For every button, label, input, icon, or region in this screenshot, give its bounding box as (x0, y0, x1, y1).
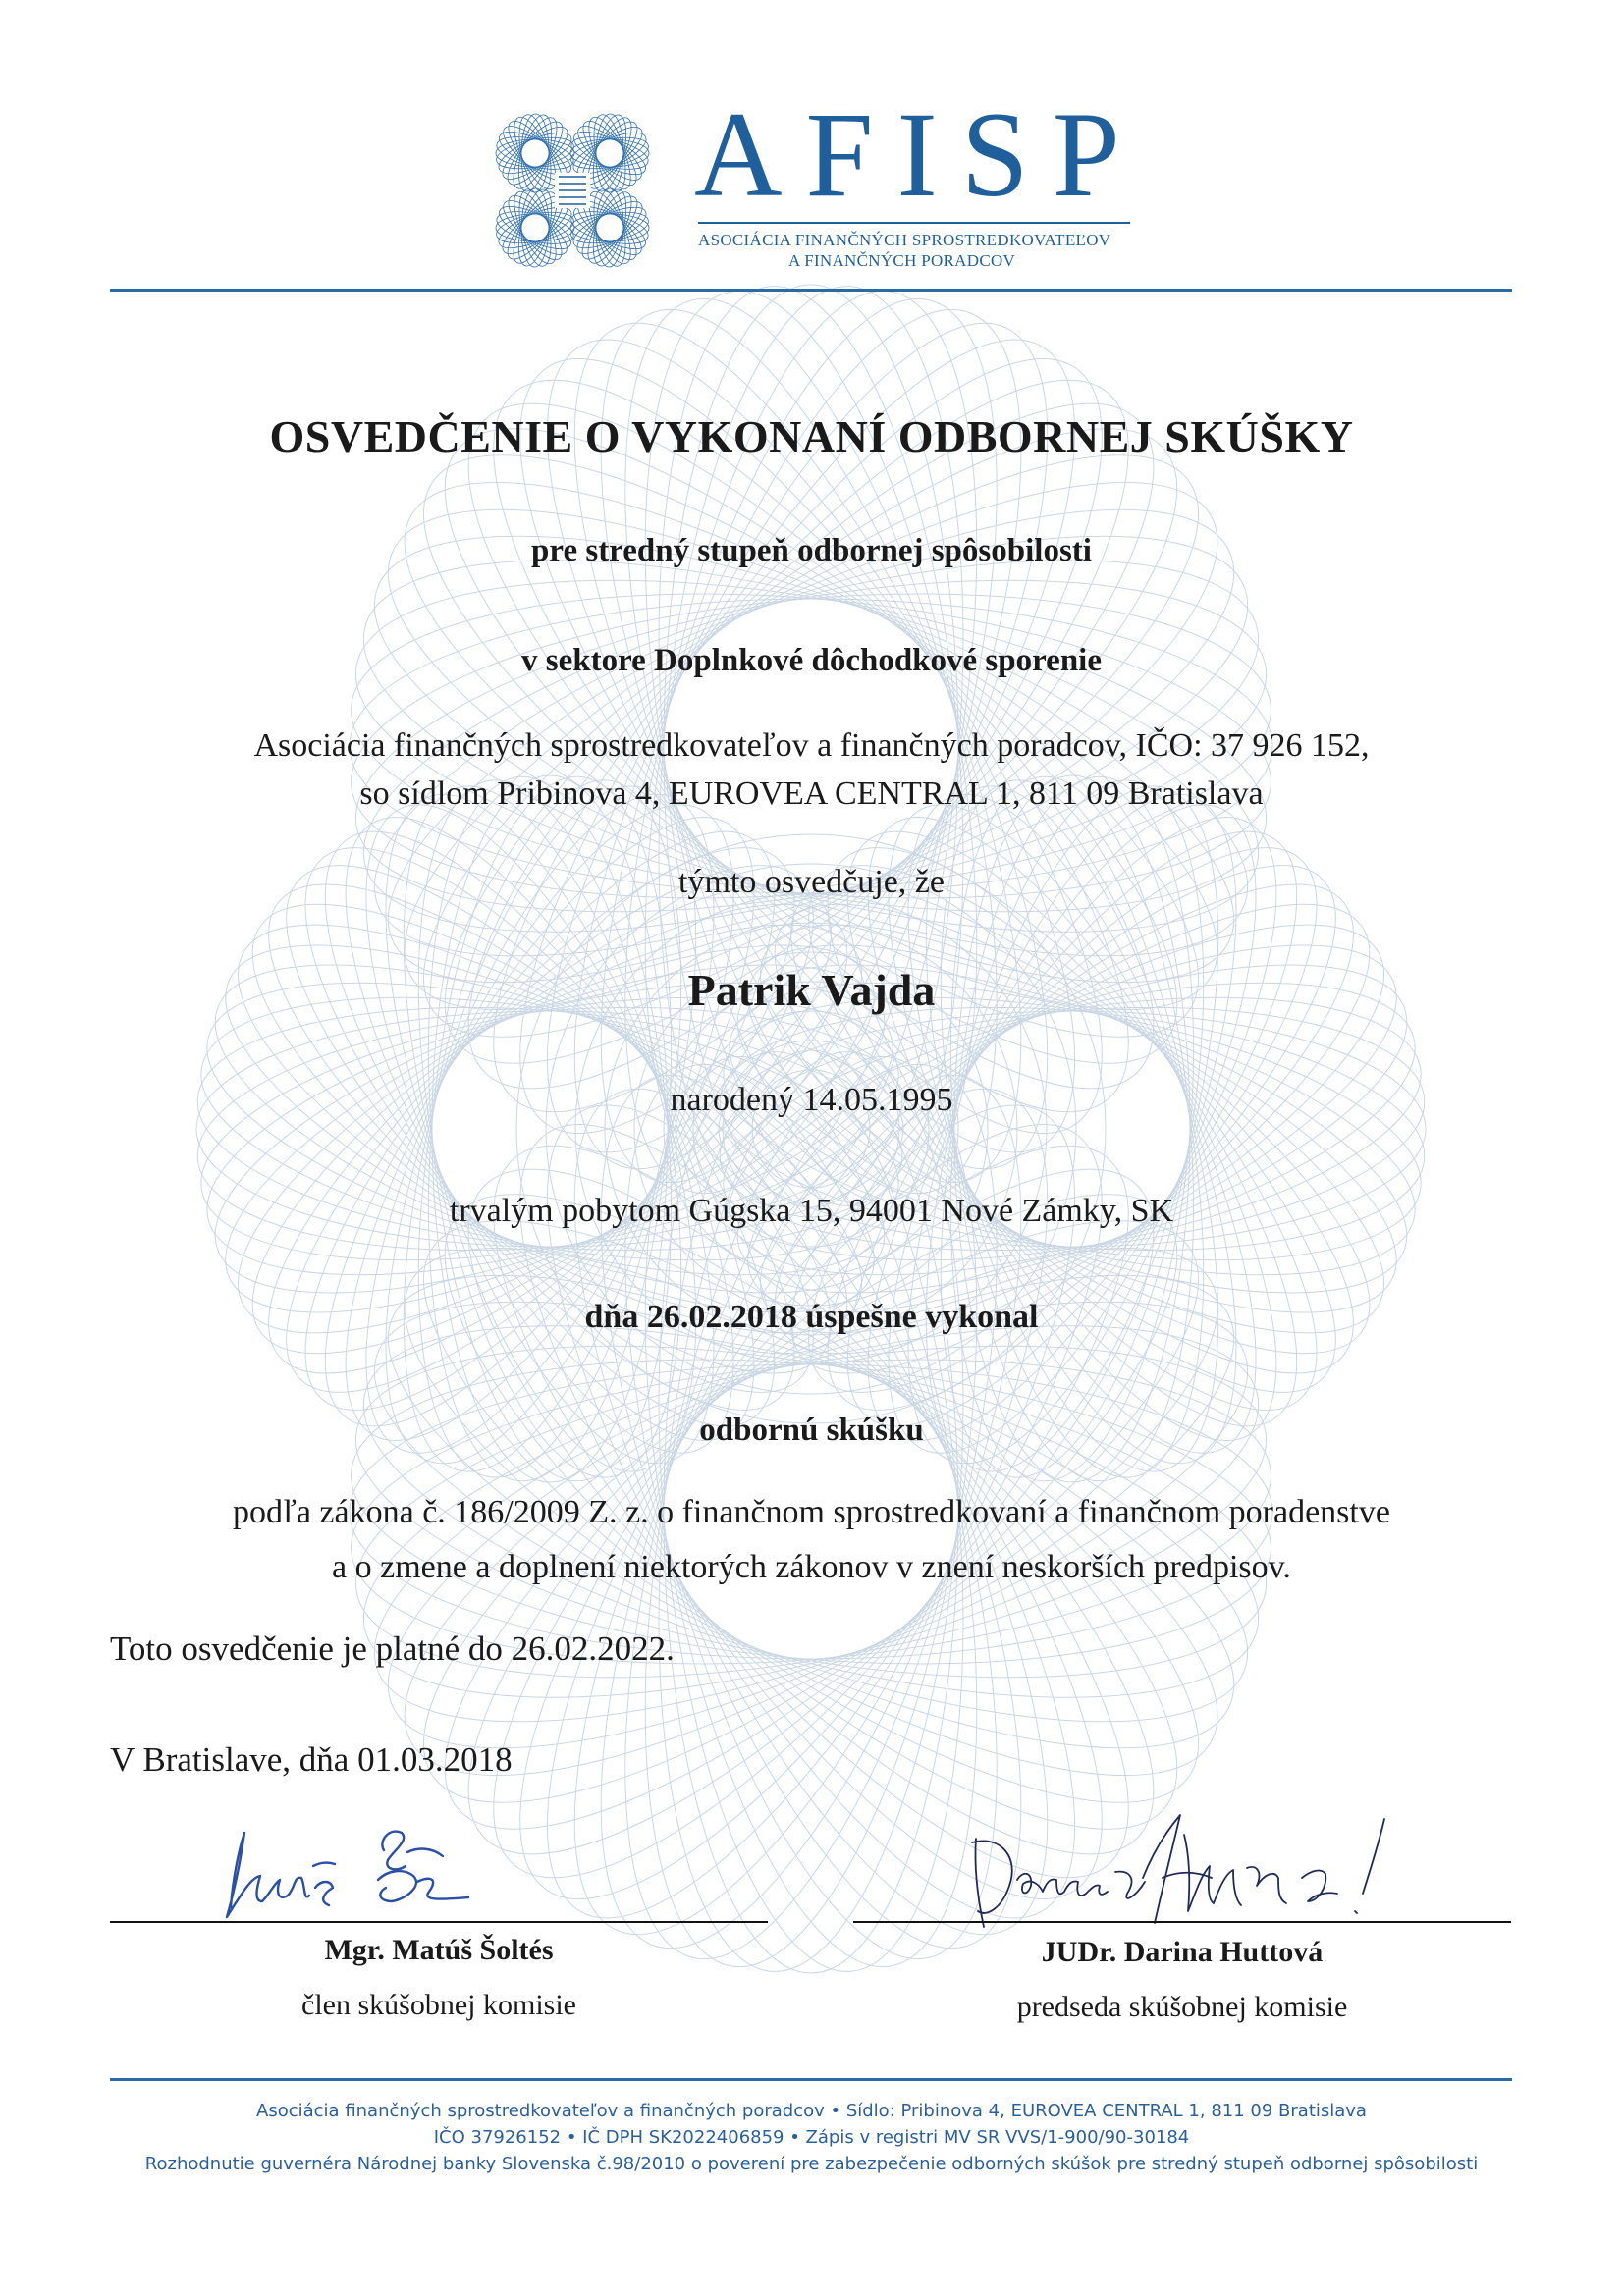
signatory-role-left: člen skúšobnej komisie (301, 1989, 576, 2021)
issuer-line-2: so sídlom Pribinova 4, EUROVEA CENTRAL 1, 811 09 Bratislava (359, 775, 1264, 812)
afisp-logo (488, 87, 1156, 275)
logo-emblem-icon (488, 108, 657, 273)
logo-rosette-loop (513, 112, 559, 194)
place-and-date: V Bratislave, dňa 01.03.2018 (110, 1740, 513, 1779)
holder-residence: trvalým pobytom Gúgska 15, 94001 Nové Zámky, SK (449, 1193, 1174, 1229)
logo-rosette-loop (494, 131, 576, 175)
signatory-name-right: JUDr. Darina Huttová (1041, 1936, 1324, 1968)
logo-rosette-loop (587, 187, 633, 269)
law-reference-line-1: podľa zákona č. 186/2009 Z. z. o finančnom sprostredkovaní a finančnom poradenstve (233, 1494, 1390, 1530)
logo-rosette-loop (568, 131, 651, 175)
guilloche-ring (723, 1041, 899, 1217)
law-reference-line-2: a o zmene a doplnení niektorých zákonov v znení neskorších predpisov. (332, 1549, 1291, 1585)
exam-date: dňa 26.02.2018 úspešne vykonal (584, 1299, 1039, 1335)
certificate-sector: v sektore Doplnkové dôchodkové sporenie (520, 643, 1102, 678)
footer-line-2: IČO 37926152 • IČ DPH SK2022406859 • Zápis v registri MV SR VVS/1-900/90-30184 (433, 2127, 1190, 2148)
footer-line-1: Asociácia finančných sprostredkovateľov a finančných poradcov • Sídlo: Pribinova 4, EUROVEA CENTRAL 1, 811 09 Bratislava (256, 2101, 1367, 2121)
certificate-level: pre stredný stupeň odbornej spôsobilosti (531, 533, 1092, 568)
issuer-line-1: Asociácia finančných sprostredkovateľov a finančných poradcov, IČO: 37 926 152, (253, 727, 1370, 764)
header-divider (110, 289, 1512, 292)
certificate-title: OSVEDČENIE O VYKONANÍ ODBORNEJ SKÚŠKY (269, 411, 1354, 461)
logo-subtitle (698, 230, 1150, 271)
certifies-text: týmto osvedčuje, že (678, 864, 945, 900)
logo-wordmark: AFISP (694, 87, 1144, 222)
guilloche-loop (203, 812, 896, 1447)
exam-label: odbornú skúšku (699, 1413, 924, 1448)
signatory-role-right: predseda skúšobnej komisie (1016, 1991, 1348, 2023)
logo-subtitle-line1: ASOCIÁCIA FINANČNÝCH SPROSTREDKOVATEĽOV (698, 231, 1111, 249)
signatory-name-left: Mgr. Matúš Šoltés (324, 1934, 554, 1966)
holder-birthdate: narodený 14.05.1995 (670, 1082, 953, 1118)
validity-statement: Toto osvedčenie je platné do 26.02.2022. (110, 1629, 675, 1668)
logo-rosette-loop (494, 205, 576, 249)
holder-name: Patrik Vajda (687, 965, 936, 1015)
logo-rosette-loop (568, 205, 651, 249)
logo-subtitle-line2: A FINANČNÝCH PORADCOV (788, 251, 1016, 270)
guilloche-loop (203, 812, 896, 1447)
signature-huttova (962, 1809, 1404, 1937)
footer-line-3: Rozhodnutie guvernéra Národnej banky Slovenska č.98/2010 o poverení pre zabezpečenie odborných skúšok pre stredný stupeň odbornej spôsobilosti (144, 2154, 1479, 2174)
signature-line-right (853, 1921, 1511, 1923)
logo-rosette-loop (513, 187, 559, 269)
signature-line-left (110, 1921, 768, 1923)
logo-underline (698, 222, 1130, 224)
logo-rosette-loop (587, 112, 633, 194)
guilloche-loop (726, 812, 1419, 1447)
signature-soltes (211, 1811, 535, 1929)
footer-divider (110, 2078, 1512, 2081)
guilloche-loop (726, 812, 1419, 1447)
